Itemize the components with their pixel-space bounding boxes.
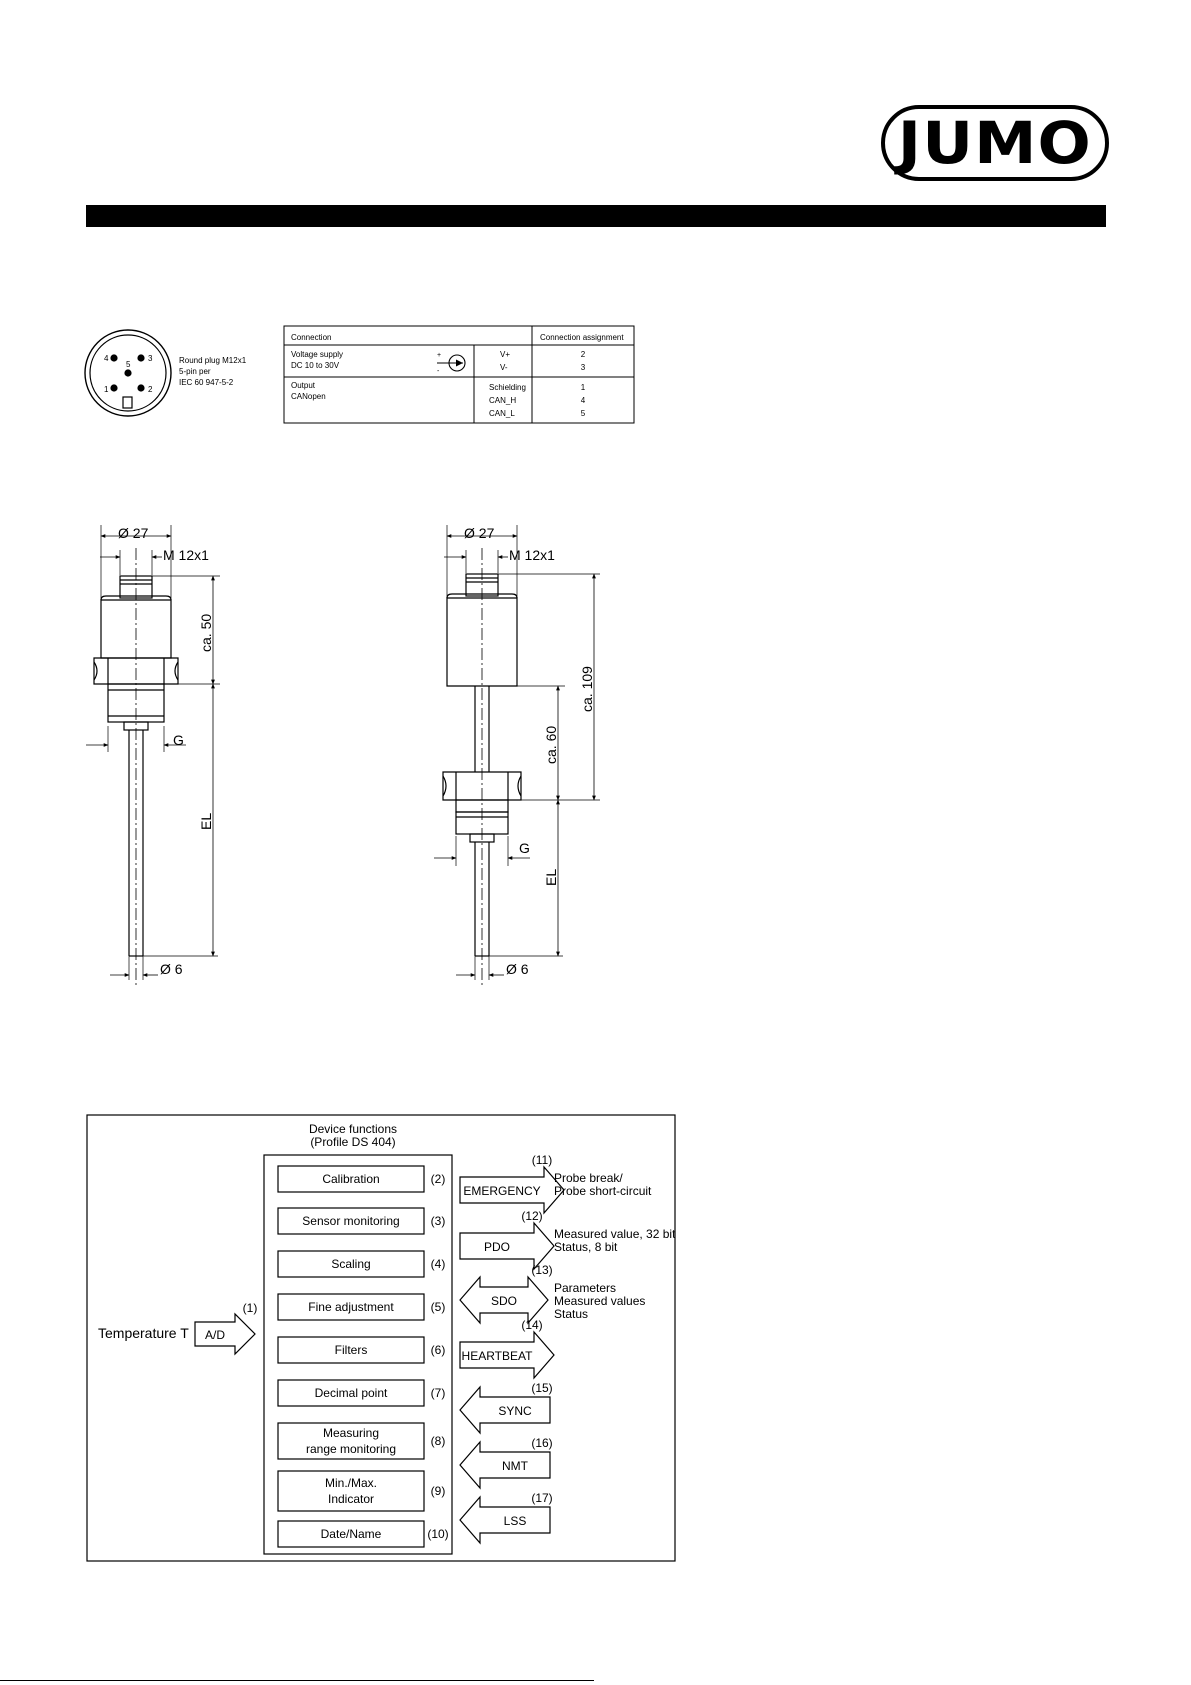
pin-5-label: 5 [126, 360, 131, 369]
output-description: Probe break/ [554, 1171, 623, 1185]
drawing-left [86, 525, 220, 985]
function-number: (5) [430, 1300, 446, 1314]
supply-plus-sign: + [437, 352, 442, 359]
footer-rule [0, 1680, 594, 1681]
function-label: range monitoring [305, 1442, 397, 1456]
pin-5-dot [124, 369, 131, 376]
output-arrow [460, 1491, 553, 1543]
output-number: (12) [521, 1209, 543, 1223]
signal-shielding: Schielding [489, 383, 526, 392]
function-block [278, 1208, 445, 1234]
row1-connection-1: Voltage supply [291, 350, 344, 359]
function-block [278, 1251, 445, 1277]
row2-connection-1: Output [291, 381, 316, 390]
output-number: (16) [531, 1436, 553, 1450]
output-label: PDO [483, 1240, 511, 1254]
right-dia-top: Ø 27 [464, 525, 495, 541]
row1-connection-2: DC 10 to 30V [291, 361, 340, 370]
function-label: Decimal point [314, 1386, 388, 1400]
output-description: Status, 8 bit [554, 1240, 618, 1254]
function-block [278, 1337, 445, 1363]
assign-1: 1 [580, 383, 586, 392]
function-number: (9) [430, 1484, 446, 1498]
ad-number: (1) [242, 1301, 258, 1315]
output-number: (11) [531, 1153, 553, 1167]
function-number: (7) [430, 1386, 446, 1400]
plug-caption-1: Round plug M12x1 [179, 356, 247, 365]
plug-caption-3: IEC 60 947-5-2 [179, 378, 234, 387]
output-label: SYNC [498, 1404, 532, 1418]
function-label: Calibration [322, 1172, 380, 1186]
diagram-title-2: (Profile DS 404) [310, 1135, 396, 1149]
left-dia-top: Ø 27 [118, 525, 149, 541]
output-description: Parameters [554, 1281, 617, 1295]
plug-caption-2: 5-pin per [179, 367, 211, 376]
signal-vminus: V- [500, 363, 508, 372]
output-arrow [460, 1318, 554, 1378]
function-label: Date/Name [320, 1527, 382, 1541]
function-label: Indicator [327, 1492, 375, 1506]
output-label: LSS [503, 1514, 527, 1528]
function-block [278, 1471, 445, 1511]
round-plug-diagram [85, 330, 171, 416]
output-description: Measured values [554, 1294, 646, 1308]
pin-4-label: 4 [104, 354, 109, 363]
assign-4: 4 [580, 396, 586, 405]
signal-can-h: CAN_H [489, 396, 517, 405]
dimension-drawings [80, 520, 640, 990]
header-bar [86, 205, 1106, 227]
supply-minus-sign: - [437, 368, 440, 375]
function-number: (8) [430, 1434, 446, 1448]
ad-label: A/D [204, 1328, 226, 1342]
left-thread-label: G [173, 732, 184, 748]
right-dia-bottom: Ø 6 [506, 961, 529, 977]
function-block [278, 1166, 445, 1192]
right-length-neck: ca. 60 [543, 725, 559, 764]
pin-1-dot [110, 384, 117, 391]
output-arrow [460, 1153, 652, 1213]
right-thread-label: G [519, 840, 530, 856]
output-description: Measured value, 32 bit [554, 1227, 676, 1241]
right-length-total: ca. 109 [579, 666, 595, 712]
output-arrow [460, 1381, 553, 1433]
diagram-title-1: Device functions [308, 1122, 398, 1136]
output-number: (14) [521, 1318, 543, 1332]
output-list [460, 1153, 676, 1543]
function-block [278, 1423, 445, 1459]
pin-4-dot [110, 354, 117, 361]
output-arrow [460, 1263, 645, 1323]
output-number: (13) [531, 1263, 553, 1277]
input-label: Temperature T [98, 1325, 189, 1341]
left-length-head: ca. 50 [198, 613, 214, 652]
function-block [278, 1294, 445, 1320]
function-label: Sensor monitoring [302, 1214, 400, 1228]
function-block-diagram [84, 1112, 680, 1564]
output-number: (15) [531, 1381, 553, 1395]
function-label: Measuring [322, 1426, 380, 1440]
function-block [278, 1380, 445, 1406]
function-block [278, 1521, 449, 1547]
function-number: (6) [430, 1343, 446, 1357]
table-header-connection: Connection [291, 333, 332, 342]
pin-2-dot [137, 384, 144, 391]
connection-section [80, 318, 640, 428]
output-label: NMT [502, 1459, 528, 1473]
right-length-insert: EL [543, 868, 559, 886]
pin-1-label: 1 [104, 385, 109, 394]
right-thread: M 12x1 [509, 547, 555, 563]
output-description: Probe short-circuit [554, 1184, 652, 1198]
output-arrow [460, 1209, 676, 1269]
assign-3: 3 [580, 363, 586, 372]
function-label: Min./Max. [324, 1476, 378, 1490]
output-description: Status [554, 1307, 589, 1321]
function-number: (2) [430, 1172, 446, 1186]
logo-text: JUMO [897, 109, 1093, 177]
signal-can-l: CAN_L [489, 409, 515, 418]
drawing-right [434, 525, 600, 985]
assign-2: 2 [580, 350, 586, 359]
table-header-assignment: Connection assignment [540, 333, 624, 342]
output-label: SDO [490, 1294, 518, 1308]
left-length-insert: EL [198, 812, 214, 830]
function-label: Filters [334, 1343, 368, 1357]
signal-vplus: V+ [500, 350, 511, 359]
left-thread: M 12x1 [163, 547, 209, 563]
output-label: EMERGENCY [463, 1184, 541, 1198]
function-number: (4) [430, 1257, 446, 1271]
function-label: Scaling [331, 1257, 371, 1271]
output-label: HEARTBEAT [461, 1349, 533, 1363]
pin-2-label: 2 [148, 385, 153, 394]
function-number: (3) [430, 1214, 446, 1228]
function-number: (10) [427, 1527, 449, 1541]
output-arrow [460, 1436, 553, 1488]
function-label: Fine adjustment [308, 1300, 394, 1314]
jumo-logo [881, 105, 1109, 181]
left-dia-bottom: Ø 6 [160, 961, 183, 977]
pin-3-label: 3 [148, 354, 153, 363]
function-list [278, 1166, 449, 1547]
assign-5: 5 [580, 409, 586, 418]
pin-3-dot [137, 354, 144, 361]
row2-connection-2: CANopen [291, 392, 326, 401]
output-number: (17) [531, 1491, 553, 1505]
